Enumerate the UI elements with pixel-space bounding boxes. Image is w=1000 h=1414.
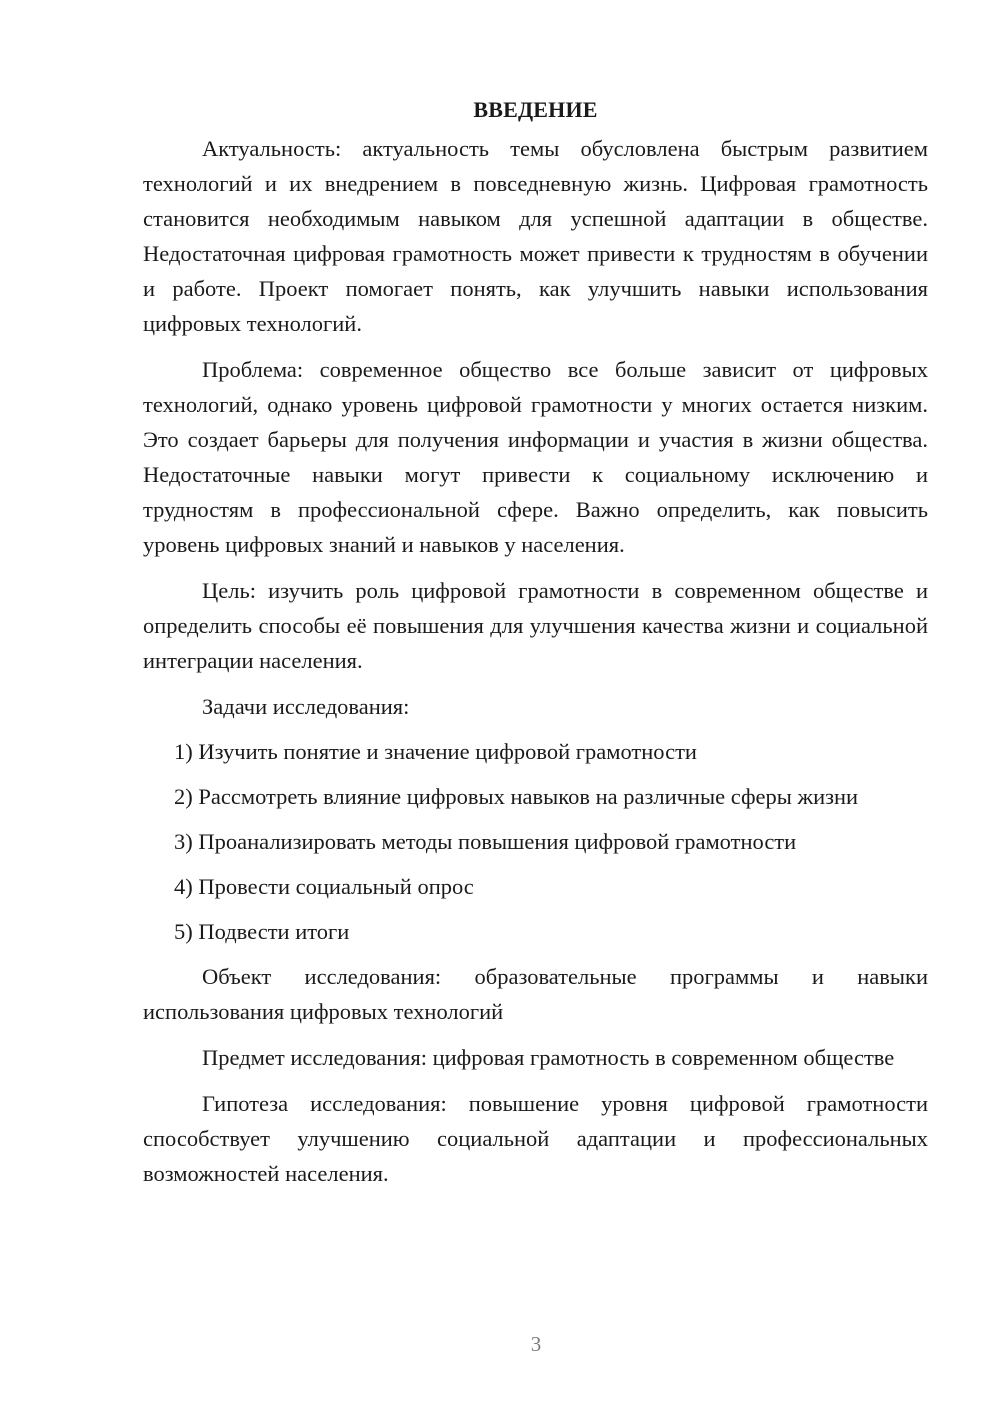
tasks-heading: Задачи исследования: (202, 694, 410, 719)
page-number: 3 (530, 1332, 542, 1356)
task-item-5: 5) Подвести итоги (174, 919, 350, 944)
task-item-4: 4) Провести социальный опрос (174, 874, 474, 899)
task-item-3: 3) Проанализировать методы повышения цифровой грамотности (174, 829, 797, 854)
goal-paragraph: Цель: изучить роль цифровой грамотности в современном обществе и определить способы её повышения для улучшения качества жизни и социальной интеграции населения. (143, 578, 928, 673)
hypothesis-paragraph: Гипотеза исследования: повышение уровня цифровой грамотности способствует улучшению социальной адаптации и профессиональных возможностей населения. (143, 1091, 928, 1186)
problem-paragraph: Проблема: современное общество все больше зависит от цифровых технологий, однако уровень цифровой грамотности у многих остается низким. Это создает барьеры для получения информации и участия в жизни общества. Недостаточные навыки могут привести к социальному исключению и трудностям в профессиональной сфере. Важно определить, как повысить уровень цифровых знаний и навыков у населения. (143, 357, 928, 557)
tasks-list (143, 734, 928, 949)
page-title: ВВЕДЕНИЕ (473, 97, 598, 122)
document-page (143, 93, 928, 1202)
task-item-1: 1) Изучить понятие и значение цифровой грамотности (174, 739, 697, 764)
subject-paragraph: Предмет исследования: цифровая грамотность в современном обществе (202, 1045, 895, 1070)
object-paragraph: Объект исследования: образовательные программы и навыки использования цифровых технологий (143, 964, 928, 1024)
relevance-paragraph: Актуальность: актуальность темы обусловлена быстрым развитием технологий и их внедрением в повседневную жизнь. Цифровая грамотность становится необходимым навыком для успешной адаптации в обществе. Недостаточная цифровая грамотность может привести к трудностям в обучении и работе. Проект помогает понять, как улучшить навыки использования цифровых технологий. (143, 136, 928, 336)
task-item-2: 2) Рассмотреть влияние цифровых навыков на различные сферы жизни (174, 784, 859, 809)
